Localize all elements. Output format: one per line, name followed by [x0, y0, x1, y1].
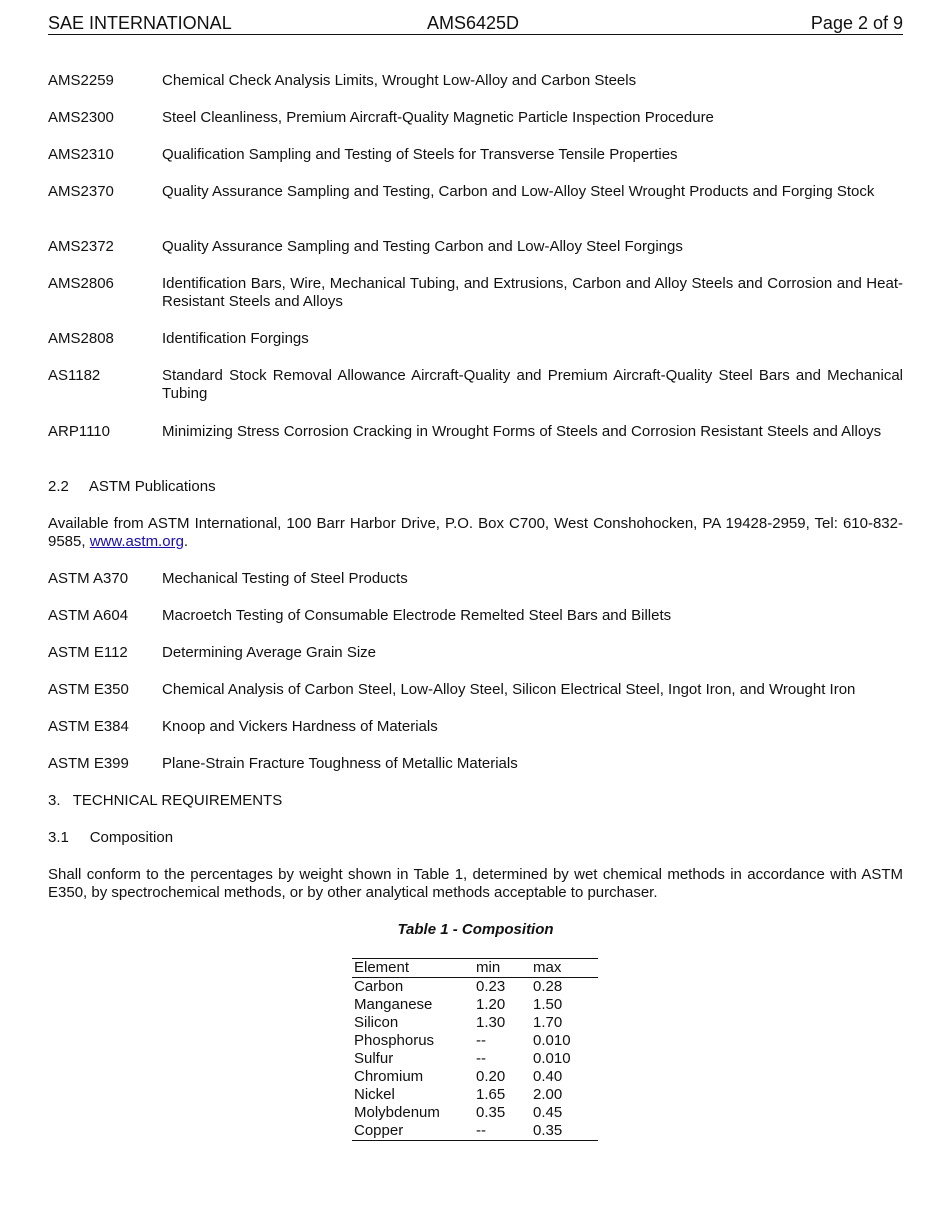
table-row — [352, 1032, 598, 1050]
element-cell: Nickel — [354, 1086, 395, 1103]
reference-title: Standard Stock Removal Allowance Aircraft-Quality and Premium Aircraft-Quality Steel Bars and Mechanical Tubing — [162, 367, 903, 402]
table-row — [352, 1086, 598, 1104]
reference-title: Quality Assurance Sampling and Testing, Carbon and Low-Alloy Steel Wrought Products and Forging Stock — [162, 183, 875, 200]
min-cell: 0.20 — [476, 1068, 506, 1085]
reference-item — [48, 570, 903, 588]
element-cell: Manganese — [354, 996, 433, 1013]
reference-code: ASTM E384 — [48, 718, 129, 735]
reference-item — [48, 275, 903, 311]
element-cell: Silicon — [354, 1014, 399, 1031]
element-cell: Carbon — [354, 978, 404, 995]
header-org: SAE INTERNATIONAL — [48, 13, 232, 33]
reference-title: Plane-Strain Fracture Toughness of Metallic Materials — [162, 755, 518, 772]
max-cell: 1.70 — [533, 1014, 563, 1031]
reference-code: ARP1110 — [48, 423, 110, 440]
reference-code: AMS2310 — [48, 146, 114, 163]
reference-item — [48, 367, 903, 403]
table-row — [352, 1068, 598, 1086]
composition-paragraph: Shall conform to the percentages by weight shown in Table 1, determined by wet chemical methods in accordance with ASTM E350, by spectrochemical methods, or by other analytical methods acceptable to purchaser. — [48, 866, 903, 901]
reference-title: Steel Cleanliness, Premium Aircraft-Quality Magnetic Particle Inspection Procedure — [162, 109, 714, 126]
section-heading-2-2: 2.2 ASTM Publications — [48, 478, 216, 495]
column-header-min: min — [474, 959, 531, 978]
reference-title: Macroetch Testing of Consumable Electrode Remelted Steel Bars and Billets — [162, 607, 672, 624]
reference-code: AMS2806 — [48, 275, 114, 292]
reference-item — [48, 644, 903, 662]
reference-title: Qualification Sampling and Testing of Steels for Transverse Tensile Properties — [162, 146, 678, 163]
reference-code: AMS2372 — [48, 238, 114, 255]
reference-item — [48, 681, 903, 699]
max-cell: 2.00 — [533, 1086, 563, 1103]
min-cell: 0.35 — [476, 1104, 506, 1121]
element-cell: Molybdenum — [354, 1104, 440, 1121]
reference-item — [48, 423, 903, 441]
element-cell: Chromium — [354, 1068, 424, 1085]
reference-item — [48, 109, 903, 127]
reference-title: Identification Forgings — [162, 330, 309, 347]
reference-title: Minimizing Stress Corrosion Cracking in Wrought Forms of Steels and Corrosion Resistant Steels and Alloys — [162, 423, 882, 440]
min-cell: 0.23 — [476, 978, 506, 995]
reference-code: AMS2300 — [48, 109, 114, 126]
table-row — [352, 978, 598, 997]
page-header — [48, 12, 903, 35]
composition-table — [352, 958, 598, 1141]
element-cell: Phosphorus — [354, 1032, 435, 1049]
min-cell: -- — [476, 1122, 486, 1139]
table-row — [352, 1122, 598, 1141]
table-row — [352, 996, 598, 1014]
reference-code: AS1182 — [48, 367, 101, 384]
reference-item — [48, 755, 903, 773]
min-cell: 1.30 — [476, 1014, 506, 1031]
reference-title: Determining Average Grain Size — [162, 644, 376, 661]
max-cell: 0.010 — [533, 1032, 571, 1049]
availability-trailing: . — [183, 533, 189, 550]
reference-item — [48, 72, 903, 90]
header-page-number: Page 2 of 9 — [810, 13, 903, 33]
table-row — [352, 1104, 598, 1122]
header-doc-id: AMS6425D — [427, 13, 520, 33]
max-cell: 0.35 — [533, 1122, 563, 1139]
table-header-row — [352, 959, 598, 978]
column-header-element: Element — [352, 959, 474, 978]
section-heading-3-1: 3.1 Composition — [48, 829, 174, 846]
element-cell: Copper — [354, 1122, 404, 1139]
min-cell: 1.65 — [476, 1086, 506, 1103]
min-cell: -- — [476, 1050, 486, 1067]
max-cell: 0.28 — [533, 978, 563, 995]
reference-code: ASTM E112 — [48, 644, 128, 661]
reference-item — [48, 146, 903, 164]
table-row — [352, 1050, 598, 1068]
table-title: Table 1 - Composition — [397, 921, 554, 938]
reference-title: Identification Bars, Wire, Mechanical Tubing, and Extrusions, Carbon and Alloy Steels and Corrosion and Heat-Resistant Steels and Alloys — [162, 275, 903, 310]
reference-title: Chemical Analysis of Carbon Steel, Low-Alloy Steel, Silicon Electrical Steel, Ingot Iron, and Wrought Iron — [162, 681, 856, 698]
reference-code: ASTM E350 — [48, 681, 129, 698]
reference-code: ASTM A370 — [48, 570, 129, 587]
reference-code: AMS2808 — [48, 330, 114, 347]
min-cell: -- — [476, 1032, 486, 1049]
reference-item — [48, 718, 903, 736]
reference-code: ASTM A604 — [48, 607, 129, 624]
reference-item — [48, 607, 903, 625]
max-cell: 0.45 — [533, 1104, 563, 1121]
max-cell: 0.010 — [533, 1050, 571, 1067]
max-cell: 0.40 — [533, 1068, 563, 1085]
reference-title: Chemical Check Analysis Limits, Wrought Low-Alloy and Carbon Steels — [162, 72, 637, 89]
reference-item — [48, 183, 903, 201]
availability-paragraph — [48, 515, 903, 551]
reference-code: ASTM E399 — [48, 755, 129, 772]
reference-title: Quality Assurance Sampling and Testing Carbon and Low-Alloy Steel Forgings — [162, 238, 683, 255]
column-header-max: max — [531, 959, 598, 978]
reference-code: AMS2259 — [48, 72, 114, 89]
reference-title: Knoop and Vickers Hardness of Materials — [162, 718, 438, 735]
availability-text: Available from ASTM International, 100 Barr Harbor Drive, P.O. Box C700, West Conshohocken, PA 19428-2959, Tel: 610-832-9585, — [48, 515, 903, 550]
reference-item — [48, 330, 903, 348]
astm-website-link[interactable]: www.astm.org — [89, 533, 184, 550]
element-cell: Sulfur — [354, 1050, 394, 1067]
reference-code: AMS2370 — [48, 183, 114, 200]
table-row — [352, 1014, 598, 1032]
max-cell: 1.50 — [533, 996, 563, 1013]
min-cell: 1.20 — [476, 996, 506, 1013]
section-heading-3: 3. TECHNICAL REQUIREMENTS — [48, 792, 283, 809]
reference-title: Mechanical Testing of Steel Products — [162, 570, 408, 587]
reference-item — [48, 238, 903, 256]
